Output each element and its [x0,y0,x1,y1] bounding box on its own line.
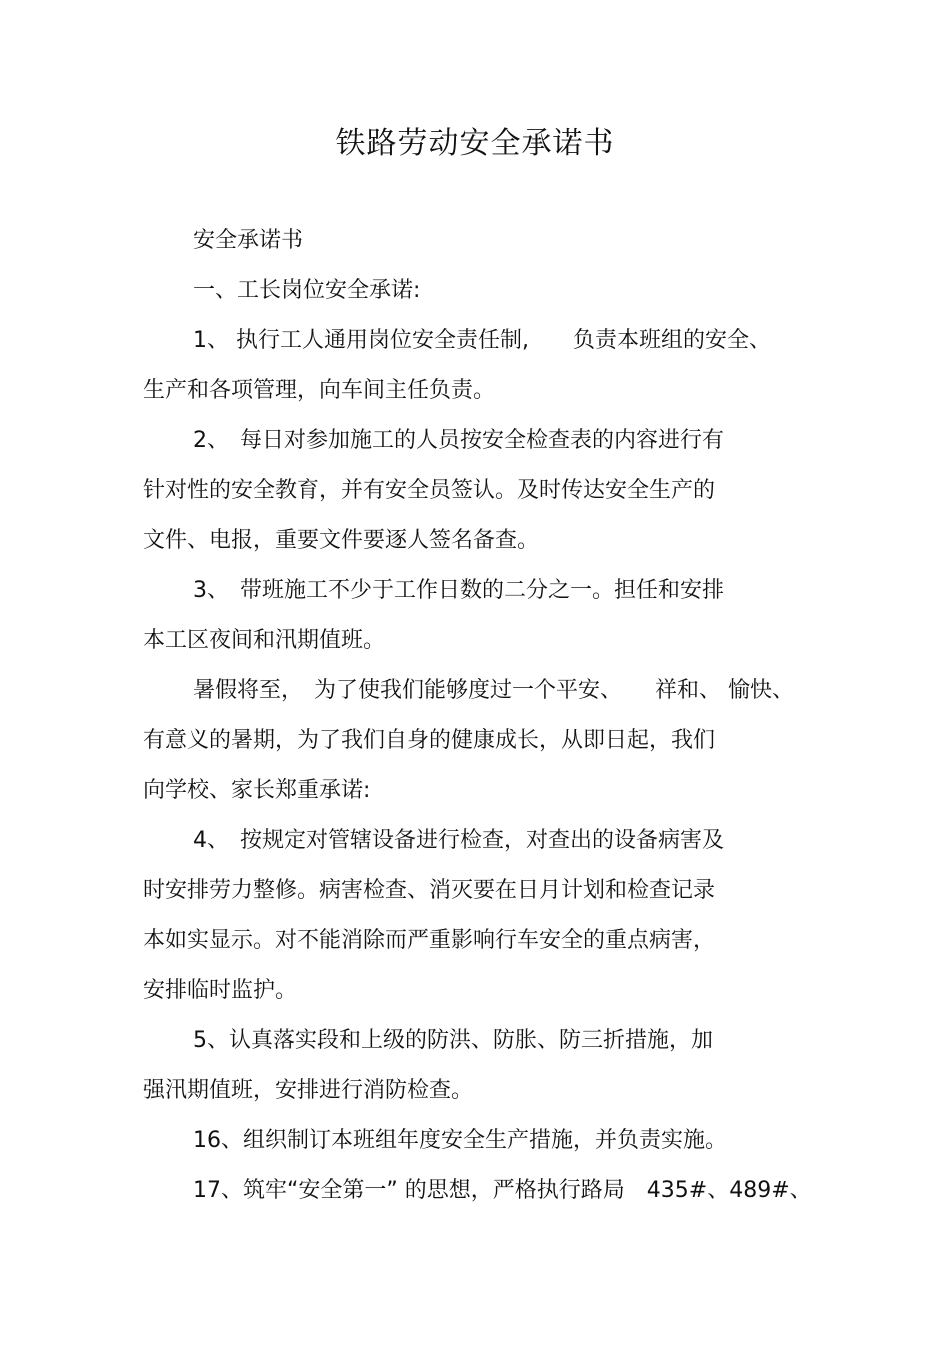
paragraph-line: 5、认真落实段和上级的防洪、防胀、防三折措施，加 [193,1028,713,1053]
paragraph-line: 3、 带班施工不少于工作日数的二分之一。担任和安排 [193,578,724,603]
paragraph-line: 文件、电报，重要文件要逐人签名备查。 [143,528,540,553]
paragraph-line: 有意义的暑期，为了我们自身的健康成长，从即日起，我们 [143,728,716,753]
paragraph-line: 安排临时监护。 [143,978,298,1003]
paragraph-line: 本工区夜间和汛期值班。 [143,628,386,653]
paragraph-line: 针对性的安全教育，并有安全员签认。及时传达安全生产的 [143,478,716,503]
paragraph-line: 安全承诺书 [193,228,304,253]
paragraph-line: 强汛期值班，安排进行消防检查。 [143,1078,474,1103]
paragraph-line: 2、 每日对参加施工的人员按安全检查表的内容进行有 [193,428,724,453]
document-title: 铁路劳动安全承诺书 [335,126,615,161]
paragraph-line: 17、筑牢“安全第一” 的思想，严格执行路局 435#、489#、 [193,1178,812,1203]
paragraph-line: 一、工长岗位安全承诺: [193,278,421,303]
paragraph-line: 1、 执行工人通用岗位安全责任制, 负责本班组的安全、 [193,328,771,353]
paragraph-line: 时安排劳力整修。病害检查、消灭要在日月计划和检查记录 [143,878,716,903]
paragraph-line: 向学校、家长郑重承诺: [143,778,371,803]
paragraph-line: 本如实显示。对不能消除而严重影响行车安全的重点病害， [143,928,716,953]
paragraph-line: 暑假将至， 为了使我们能够度过一个平安、 祥和、 愉快、 [193,678,794,703]
paragraph-line: 4、 按规定对管辖设备进行检查，对查出的设备病害及 [193,828,724,853]
paragraph-line: 生产和各项管理，向车间主任负责。 [143,378,496,403]
paragraph-line: 16、组织制订本班组年度安全生产措施，并负责实施。 [193,1128,727,1153]
